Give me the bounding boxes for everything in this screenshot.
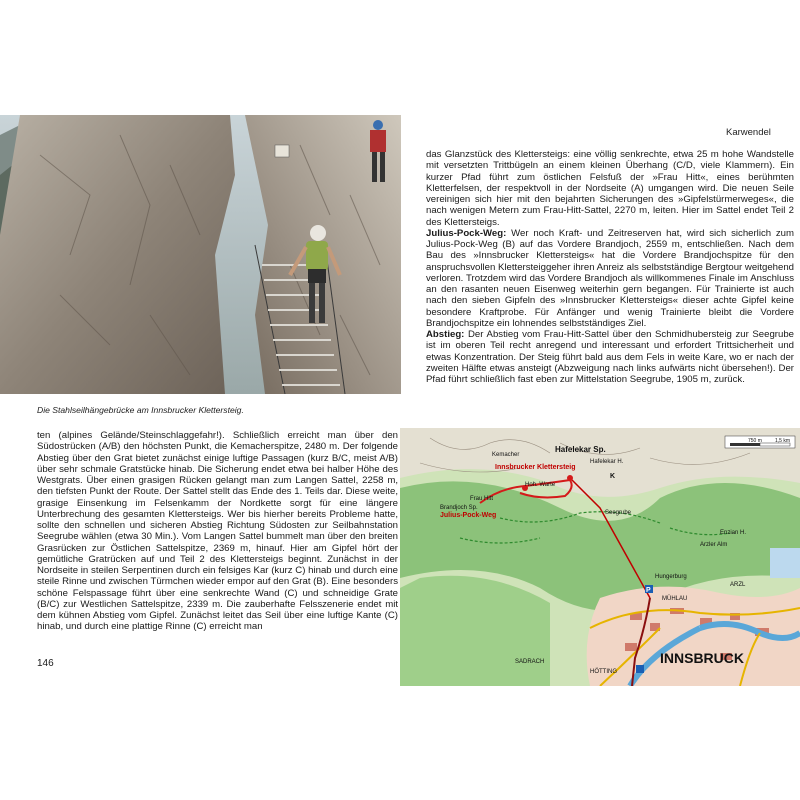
map-label-sadrach: SADRACH bbox=[515, 659, 545, 665]
map-scale-1-5: 1,5 km bbox=[775, 438, 791, 444]
map-scale-750: 750 m bbox=[748, 438, 762, 444]
map-label-brandjoch: Brandjoch Sp. bbox=[440, 505, 478, 511]
map-label-frau-hitt: Frau Hitt bbox=[470, 496, 494, 502]
map-label-hoetting: HÖTTING bbox=[590, 669, 617, 675]
map-label-seegrube: Seegrube bbox=[605, 510, 632, 516]
left-text-column bbox=[37, 430, 398, 633]
map-label-hohe-warte: Hoh. Warte bbox=[525, 482, 556, 488]
right-text-column bbox=[426, 149, 794, 385]
page-number: 146 bbox=[37, 658, 54, 669]
map-label-hafelekar-h: Hafelekar H. bbox=[590, 459, 624, 465]
map-label-arzl: ARZL bbox=[730, 582, 746, 588]
map-label-k: K bbox=[610, 473, 616, 480]
route-map bbox=[400, 428, 800, 686]
paragraph-text: Wer noch Kraft- und Zeitreserven hat, wird sich sicherlich zum Julius-Pock-Weg (B) auf das Vordere Brandjoch, 2559 m, entschließen. Nach dem Bau des »Innsbrucker Klettersteigs« hat die Vordere Brandjochspitze für den anspruchsvollen Klettersteiggeher ihren Anreiz als selbstständige Bergtour weitgehend verloren. Trotzdem wird das Vordere Brandjoch als willkommenes Finale im Anschluss an den rasanten neuen Eisenweg weiterhin gern begangen. Für Trainierte ist auch nach den sieben Gipfeln des »Innsbrucker Klettersteigs« dieser achte Gipfel keine besondere Kraftprobe. Für Anfänger und wenig Trainierte bleibt die Vordere Brandjochspitze ein lohnendes selbstständiges Ziel. bbox=[426, 227, 794, 329]
paragraph-text: ten (alpines Gelände/Steinschlaggefahr!). Schließlich erreicht man über den Südostrücken (A/B) den höchsten Punkt, die Kemacherspitze, 2480 m. Der folgende Abstieg über den Grat bietet zunächst einige luftige Passagen (kurz B/C, meist A/B) über sehr schmale Gratstücke hinab. Die Sicherung endet etwa bei halber Höhe des Westgrats. Über einen grasigen Rücken gelangt man zum Langen Sattel, 2258 m, den tiefsten Punkt der Route. Der Sattel stellt das Ende des 1. Teils dar. Diese weite, grasige Einsenkung im Felsenkamm der Nordkette sorgt für eine längere Unterbrechung des gesamten Klettersteigs. Wer bis hierher bereits Probleme hatte, sollte den schnellen und sicheren Abstieg Richtung Südosten zur Seilbahnstation Seegrube wählen (etwa 30 Min.). Vom Langen Sattel bummelt man über den breiten Grasrücken zur Östlichen Sattelspitze, 2369 m, hinauf. Hier am Gipfel hört der gemütliche Gratrücken auf und Teil 2 des Klettersteigs beginnt. Zunächst in der Nordseite in steilen Serpentinen durch ein felsiges Kar (kurz C) hinab und durch eine steile Rinne und zwischen Türmchen wieder empor auf den Grat (B). Eine besonders schöne Felspassage führt über eine senkrechte Wand (C) und schneidige Grate (B/C) zur Westlichen Sattelspitze, 2339 m. Die zauberhafte Felsszenerie endet mit dem kühnen Abstieg vom Gipfel. Zunächst leitet das Seil über eine luftige Kante (C) hinab, und durch eine plattige Rinne (C) erreicht man bbox=[37, 430, 398, 633]
map-label-innsbruck: INNSBRUCK bbox=[660, 650, 744, 666]
map-label-arzler-alm: Arzler Alm bbox=[700, 542, 728, 548]
paragraph-text: Der Abstieg vom Frau-Hitt-Sattel über den Schmidhubersteig zur Seegrube ist im oberen Teil recht anregend und interessant und erfordert Trittsicherheit und etwas Konzentration. Der Steig führt bald aus dem Fels in weite Kare, wo er nach der zweiten Hälfte etwas ansteigt (Abzweigung nach links aufwärts nicht übersehen!). Der Pfad führt schließlich fast eben zur Mittelstation Seegrube, 1905 m, zurück. bbox=[426, 329, 794, 385]
map-label-klettersteig: Innsbrucker Klettersteig bbox=[495, 464, 576, 471]
section-header: Karwendel bbox=[726, 127, 771, 138]
subheading-julius-pock: Julius-Pock-Weg: bbox=[426, 227, 507, 239]
map-label-enzian: Enzian H. bbox=[720, 530, 747, 536]
map-label-kemacher: Kemacher bbox=[492, 452, 520, 458]
photo-caption: Die Stahlseilhängebrücke am Innsbrucker Klettersteig. bbox=[37, 405, 244, 415]
paragraph-text: das Glanzstück des Klettersteigs: eine völlig senkrechte, etwa 25 m hohe Wandstelle mit versetzten Trittbügeln an einem kleinen Überhang (C/D, viele Klammern). Ein kurzer Pfad führt zum östlichen Felsfuß der »Frau Hitt«, eines berühmten Kletterfelsen, der respektvoll in der Nordseite (A) umgangen wird. Die neuen Seile vereinigen sich hier mit den bejahrten Sicherungen des »Gipfelstürmerweges«, die nach wenigen Metern zum Frau-Hitt-Sattel, 2270 m, leiten. Hier im Sattel endet Teil 2 des Klettersteigs. bbox=[426, 149, 794, 228]
map-label-muehlau: MÜHLAU bbox=[662, 596, 688, 602]
paragraph bbox=[426, 329, 794, 385]
map-label-parking: P bbox=[646, 587, 651, 594]
map-label-julius-pock: Julius-Pock-Weg bbox=[440, 512, 497, 519]
paragraph bbox=[426, 228, 794, 329]
map-label-hungerburg: Hungerburg bbox=[655, 574, 687, 580]
subheading-abstieg: Abstieg: bbox=[426, 329, 465, 340]
paragraph bbox=[426, 149, 794, 228]
map-label-hafelekar-sp: Hafelekar Sp. bbox=[555, 445, 606, 454]
photo-suspension-bridge bbox=[0, 115, 401, 394]
